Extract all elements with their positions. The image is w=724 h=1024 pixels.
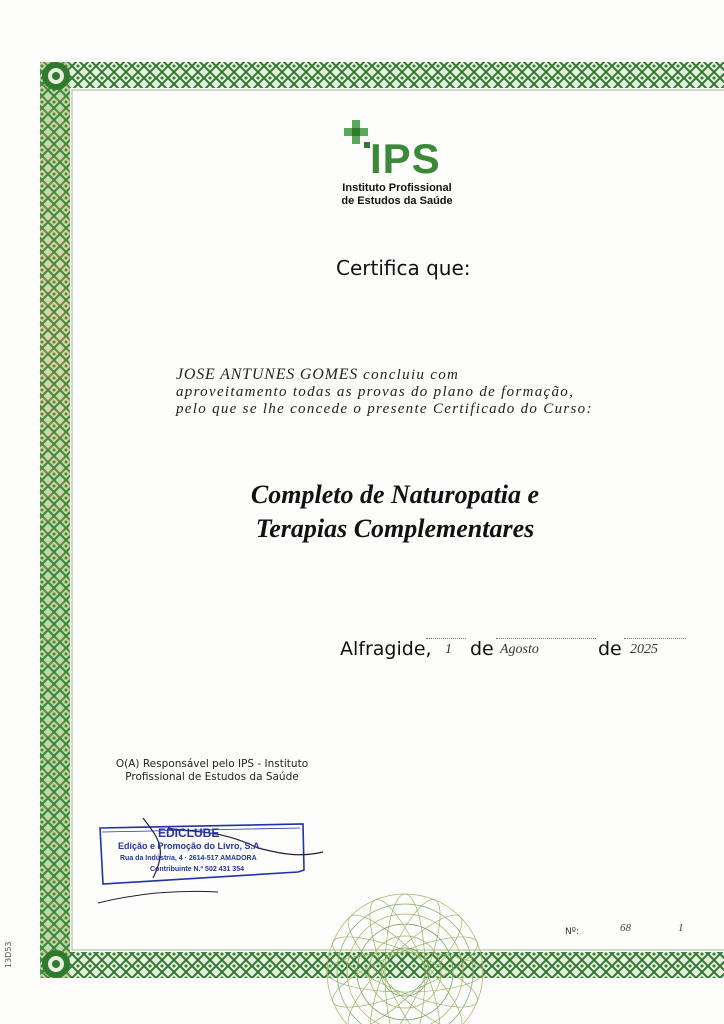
course-title-line1: Completo de Naturopatia e xyxy=(250,480,540,509)
date-day: 1 xyxy=(445,642,452,657)
stamp-line3: Rua da Indústria, 4 · 2614-517 AMADORA xyxy=(120,855,257,862)
body-after-name: concluiu com xyxy=(363,367,460,383)
year-underline xyxy=(624,638,686,639)
certifica-heading: Certifica que: xyxy=(336,256,471,280)
responsible-line2: Profissional de Estudos da Saúde xyxy=(125,771,299,783)
stamp-line2: Edição e Promoção do Livro, S.A. xyxy=(118,841,263,851)
date-de-2: de xyxy=(598,638,622,660)
ips-logo-text: IPS xyxy=(370,135,441,182)
stamp-line4: Contribuinte N.º 502 431 354 xyxy=(150,866,244,873)
certificate-body xyxy=(176,366,636,418)
date-month: Agosto xyxy=(500,642,539,657)
month-underline xyxy=(496,638,596,639)
date-line xyxy=(340,638,690,664)
number-label: Nº: xyxy=(565,927,580,937)
stamp-line1: EDICLUBE xyxy=(158,826,220,840)
responsible-line1: O(A) Responsável pelo IPS - Instituto xyxy=(115,758,309,770)
course-title-line2: Terapias Complementares xyxy=(255,514,535,543)
body-line-3: pelo que se lhe concede o presente Certificado do Curso: xyxy=(176,401,593,417)
institution-name-line2: de Estudos da Saúde xyxy=(341,195,453,207)
body-line-2: aproveitamento todas as provas do plano de formação, xyxy=(176,384,575,400)
institution-name-line1: Instituto Profissional xyxy=(342,182,452,194)
institution-name xyxy=(332,182,462,208)
course-title xyxy=(150,478,640,546)
number-value: 68 xyxy=(620,922,631,934)
date-year: 2025 xyxy=(630,642,658,657)
date-de-1: de xyxy=(470,638,494,660)
number-suffix: 1 xyxy=(678,922,684,934)
responsible-label xyxy=(102,758,322,784)
company-stamp xyxy=(98,808,328,908)
form-code: 13D53 xyxy=(4,941,13,968)
day-underline xyxy=(426,638,466,639)
recipient-name: JOSE ANTUNES GOMES xyxy=(176,366,359,383)
security-rosette xyxy=(310,880,500,1024)
date-place: Alfragide, xyxy=(340,638,432,660)
